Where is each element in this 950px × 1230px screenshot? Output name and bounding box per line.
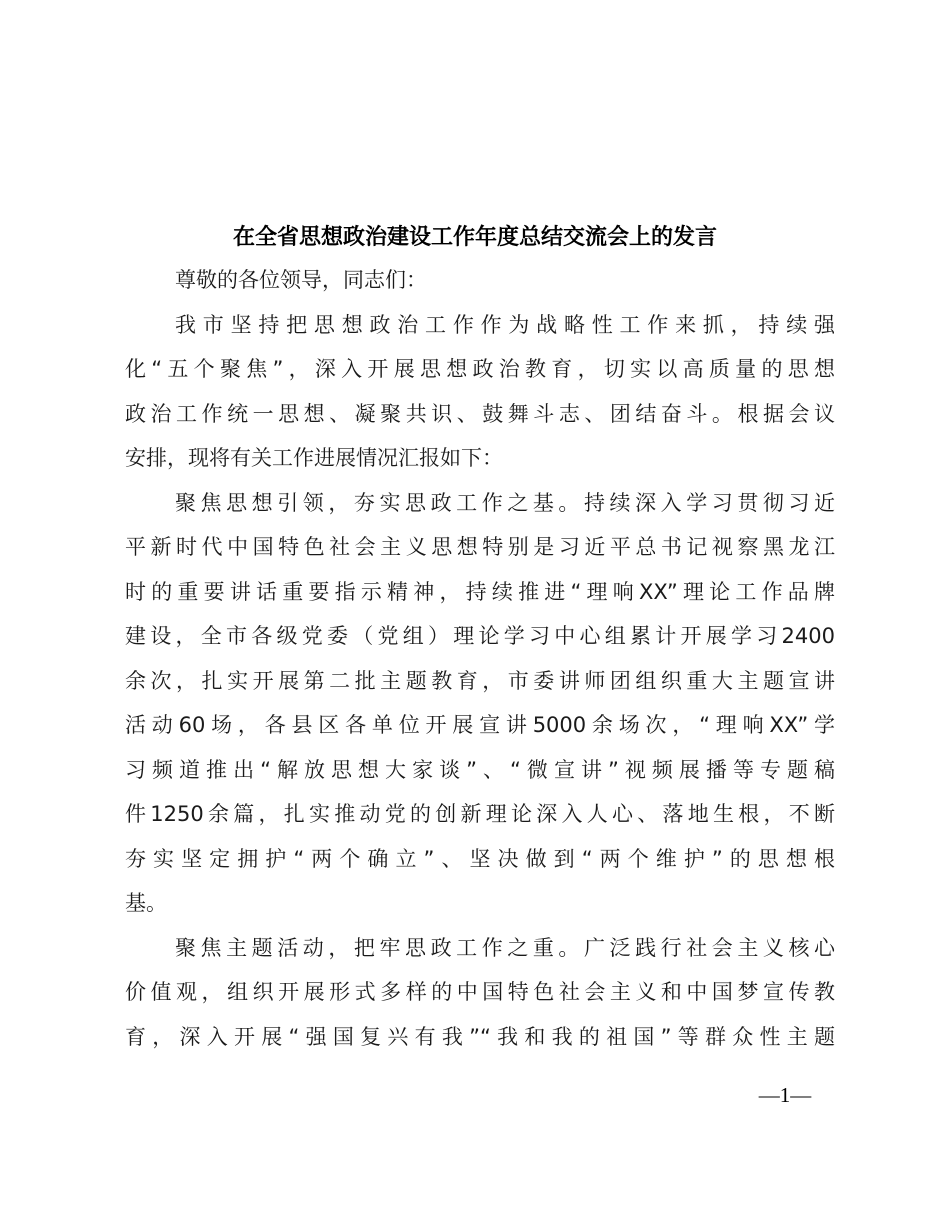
page-number: —1— xyxy=(758,1083,812,1107)
paragraph-line: 聚焦主题活动，把牢思政工作之重。广泛践行社会主义核心 xyxy=(175,936,835,960)
paragraph-line: 平新时代中国特色社会主义思想特别是习近平总书记视察黑龙江 xyxy=(125,535,835,559)
paragraph-line: 时的重要讲话重要指示精神，持续推进“理响XX”理论工作品牌 xyxy=(125,580,835,604)
paragraph-line: 价值观，组织开展形式多样的中国特色社会主义和中国梦宣传教 xyxy=(125,980,835,1004)
paragraph-line: 活动60场，各县区各单位开展宣讲5000余场次，“理响XX”学 xyxy=(125,713,835,737)
paragraph-line: 余次，扎实开展第二批主题教育，市委讲师团组织重大主题宣讲 xyxy=(125,669,835,693)
paragraph-line: 建设，全市各级党委（党组）理论学习中心组累计开展学习2400 xyxy=(125,624,835,648)
paragraph-line: 我市坚持把思想政治工作作为战略性工作来抓，持续强 xyxy=(175,313,835,337)
paragraph-line: 安排，现将有关工作进展情况汇报如下： xyxy=(125,446,503,470)
paragraph-line: 政治工作统一思想、凝聚共识、鼓舞斗志、团结奋斗。根据会议 xyxy=(125,402,835,426)
paragraph-line: 件1250余篇，扎实推动党的创新理论深入人心、落地生根，不断 xyxy=(125,802,835,826)
paragraph-line: 夯实坚定拥护“两个确立”、坚决做到“两个维护”的思想根 xyxy=(125,847,835,871)
paragraph-line: 育，深入开展“强国复兴有我”“我和我的祖国”等群众性主题 xyxy=(125,1025,835,1049)
paragraph-line: 习频道推出“解放思想大家谈”、“微宣讲”视频展播等专题稿 xyxy=(125,758,835,782)
salutation: 尊敬的各位领导，同志们： xyxy=(175,268,427,292)
paragraph-line: 化“五个聚焦”，深入开展思想政治教育，切实以高质量的思想 xyxy=(125,357,835,381)
document-title: 在全省思想政治建设工作年度总结交流会上的发言 xyxy=(232,224,717,250)
paragraph-line: 聚焦思想引领，夯实思政工作之基。持续深入学习贯彻习近 xyxy=(175,491,835,515)
paragraph-line: 基。 xyxy=(125,891,167,915)
